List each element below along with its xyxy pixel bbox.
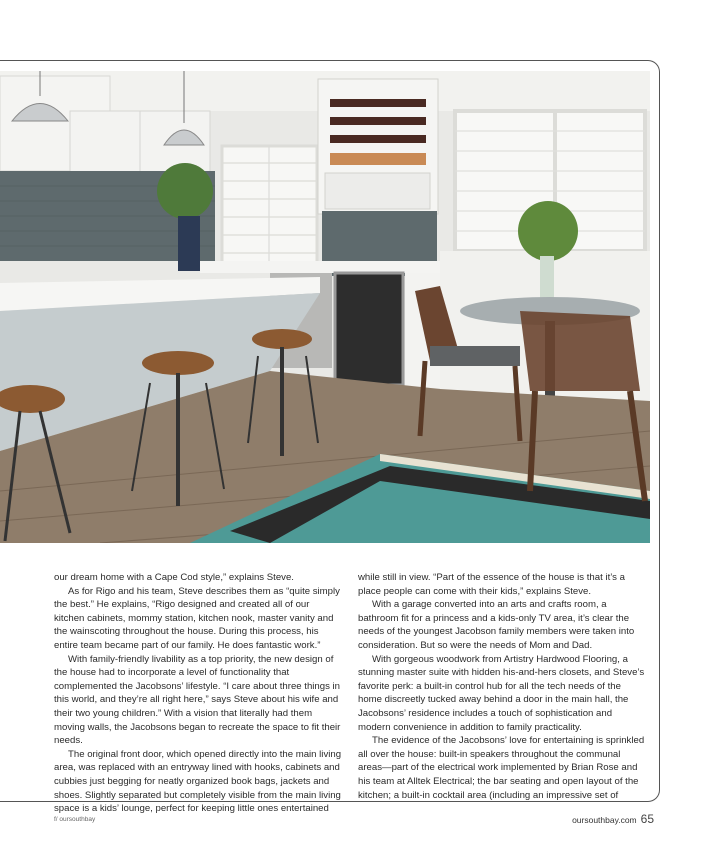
paragraph: our dream home with a Cape Cod style,” explains Steve. xyxy=(54,572,294,583)
article-column-left xyxy=(54,571,342,816)
paragraph: With family-friendly livability as a top priority, the new design of the house had to incorporate a level of functionality that complemented the Jacobsons’ lifestyle. “I care about three things in this world, and they’re all right here,” says Steve about his wife and their two young children.” With a vision that literally had them moving walls, the Jacobsons began to recreate the space to fit their needs. xyxy=(54,653,341,747)
kitchen-photo-icon xyxy=(0,71,650,543)
paragraph: The evidence of the Jacobsons’ love for entertaining is sprinkled all over the house: built-in speakers throughout the communal areas—part of the electrical work implemented by Brian Rose and his team at Alltek Electrical; the bar seating and open layout of the kitchen; a built-in cocktail area (including an impressive set of xyxy=(358,735,645,801)
paragraph: The original front door, which opened directly into the main living area, was replaced with an entryway lined with hooks, cabinets and cubbies just begging for neatly organized book bags, jackets and shoes. Slightly separated but completely visible from the main living space is a kids’ lounge, perfect for keeping little ones entertained xyxy=(54,748,342,815)
social-handle: f/ oursouthbay xyxy=(54,816,96,823)
page-footer xyxy=(572,812,654,826)
paragraph: With a garage converted into an arts and crafts room, a bathroom fit for a princess and a kids-only TV area, it’s clear the needs of the youngest Jacobson family members were taken into consideration. But so were the needs of Mom and Dad. xyxy=(358,599,635,651)
paragraph: while still in view. “Part of the essence of the house is that it’s a place people can come with their kids,” explains Steve. xyxy=(358,572,625,597)
page-number: 65 xyxy=(640,812,654,826)
kitchen-photo xyxy=(0,71,650,543)
paragraph: As for Rigo and his team, Steve describes them as “quite simply the best.” He explains, “Rigo designed and created all of our kitchen cabinets, mommy station, kitchen nook, master vanity and the wainscoting throughout the house. During this process, his entire team became part of our family. He does fantastic work.” xyxy=(54,585,340,651)
site-url[interactable]: oursouthbay.com xyxy=(572,815,637,825)
article-column-right xyxy=(358,571,646,802)
paragraph: With gorgeous woodwork from Artistry Hardwood Flooring, a stunning master suite with hidden his-and-hers closets, and Steve’s favorite perk: a built-in control hub for all the tech needs of the home discreetly tucked away behind a door in the main hall, the Jacobsons’ residence includes a touch of sophistication and modern convenience in addition to family practicality. xyxy=(358,653,645,733)
